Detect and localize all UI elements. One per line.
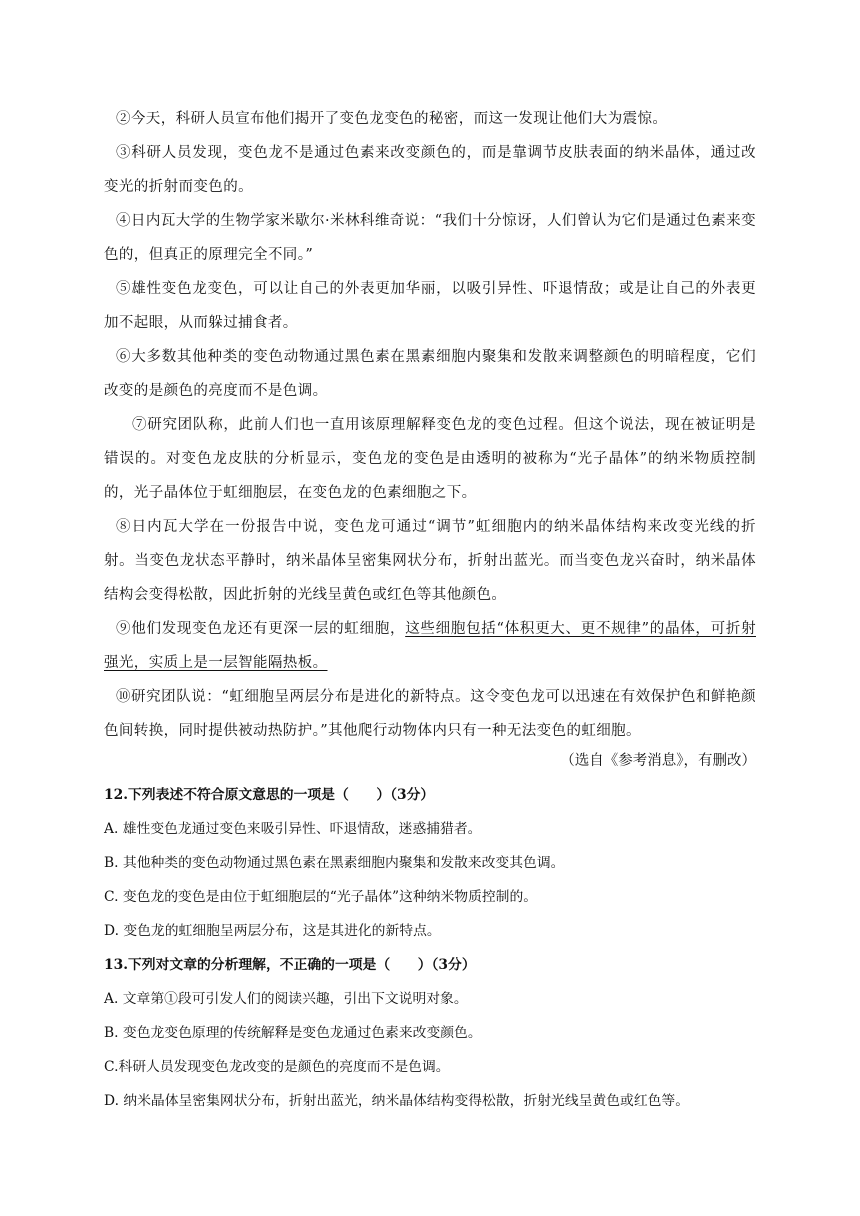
question-12-option-d: D. 变色龙的虹细胞呈两层分布，这是其进化的新特点。 <box>104 923 441 939</box>
paragraph-5: ⑤雄性变色龙变色，可以让自己的外表更加华丽，以吸引异性、吓退情敌；或是让自己的外表更加不起眼，从而躲过捕食者。 <box>104 281 756 331</box>
question-12-title: 12.下列表述不符合原文意思的一项是（ ）（3分） <box>104 787 435 803</box>
paragraph-2: ②今天，科研人员宣布他们揭开了变色龙变色的秘密，而这一发现让他们大为震惊。 <box>116 111 668 127</box>
paragraph-4: ④日内瓦大学的生物学家米歇尔·米林科维奇说：“我们十分惊讶，人们曾认为它们是通过色素来变色的，但真正的原理完全不同。” <box>104 213 756 263</box>
question-13-option-b: B. 变色龙变色原理的传统解释是变色龙通过色素来改变颜色。 <box>104 1025 482 1041</box>
question-12-option-b: B. 其他种类的变色动物通过黑色素在黑素细胞内聚集和发散来改变其色调。 <box>104 855 565 871</box>
paragraph-9 <box>104 612 756 680</box>
question-13-title: 13.下列对文章的分析理解，不正确的一项是（ ）（3分） <box>104 957 476 973</box>
question-12-option-c: C. 变色龙的变色是由位于虹细胞层的“光子晶体”这种纳米物质控制的。 <box>104 889 538 905</box>
passage <box>104 102 756 748</box>
paragraph-8: ⑧日内瓦大学在一份报告中说，变色龙可通过“调节”虹细胞内的纳米晶体结构来改变光线的折射。当变色龙状态平静时，纳米晶体呈密集网状分布，折射出蓝光。而当变色龙兴奋时，纳米晶体结构会变得松散，因此折射的光线呈黄色或红色等其他颜色。 <box>104 519 756 603</box>
paragraph-10: ⑩研究团队说：“虹细胞呈两层分布是进化的新特点。这令变色龙可以迅速在有效保护色和鲜艳颜色间转换，同时提供被动热防护。”其他爬行动物体内只有一种无法变色的虹细胞。 <box>104 689 756 739</box>
paragraph-9-underlined-sentence: 这些细胞包括“体积更大、更不规律”的晶体，可折射强光，实质上是一层智能隔热板。 <box>104 621 756 671</box>
questions <box>104 778 764 1118</box>
question-13-option-c: C.科研人员发现变色龙改变的是颜色的亮度而不是色调。 <box>104 1059 450 1075</box>
source-citation: （选自《参考消息》，有删改） <box>560 753 756 769</box>
paragraph-7: ⑦研究团队称，此前人们也一直用该原理解释变色龙的变色过程。但这个说法，现在被证明是错误的。对变色龙皮肤的分析显示，变色龙的变色是由透明的被称为“光子晶体”的纳米物质控制的，光子晶体位于虹细胞层，在变色龙的色素细胞之下。 <box>104 417 756 501</box>
paragraph-6: ⑥大多数其他种类的变色动物通过黑色素在黑素细胞内聚集和发散来调整颜色的明暗程度，它们改变的是颜色的亮度而不是色调。 <box>104 349 756 399</box>
paragraph-9-text: ⑨他们发现变色龙还有更深一层的虹细胞， <box>116 621 406 637</box>
question-13-option-a: A. 文章第①段可引发人们的阅读兴趣，引出下文说明对象。 <box>104 991 468 1007</box>
question-13-option-d: D. 纳米晶体呈密集网状分布，折射出蓝光，纳米晶体结构变得松散，折射光线呈黄色或红色等。 <box>104 1093 690 1109</box>
paragraph-3: ③科研人员发现，变色龙不是通过色素来改变颜色的，而是靠调节皮肤表面的纳米晶体，通过改变光的折射而变色的。 <box>104 145 756 195</box>
question-12-option-a: A. 雄性变色龙通过变色来吸引异性、吓退情敌，迷惑捕猎者。 <box>104 821 482 837</box>
